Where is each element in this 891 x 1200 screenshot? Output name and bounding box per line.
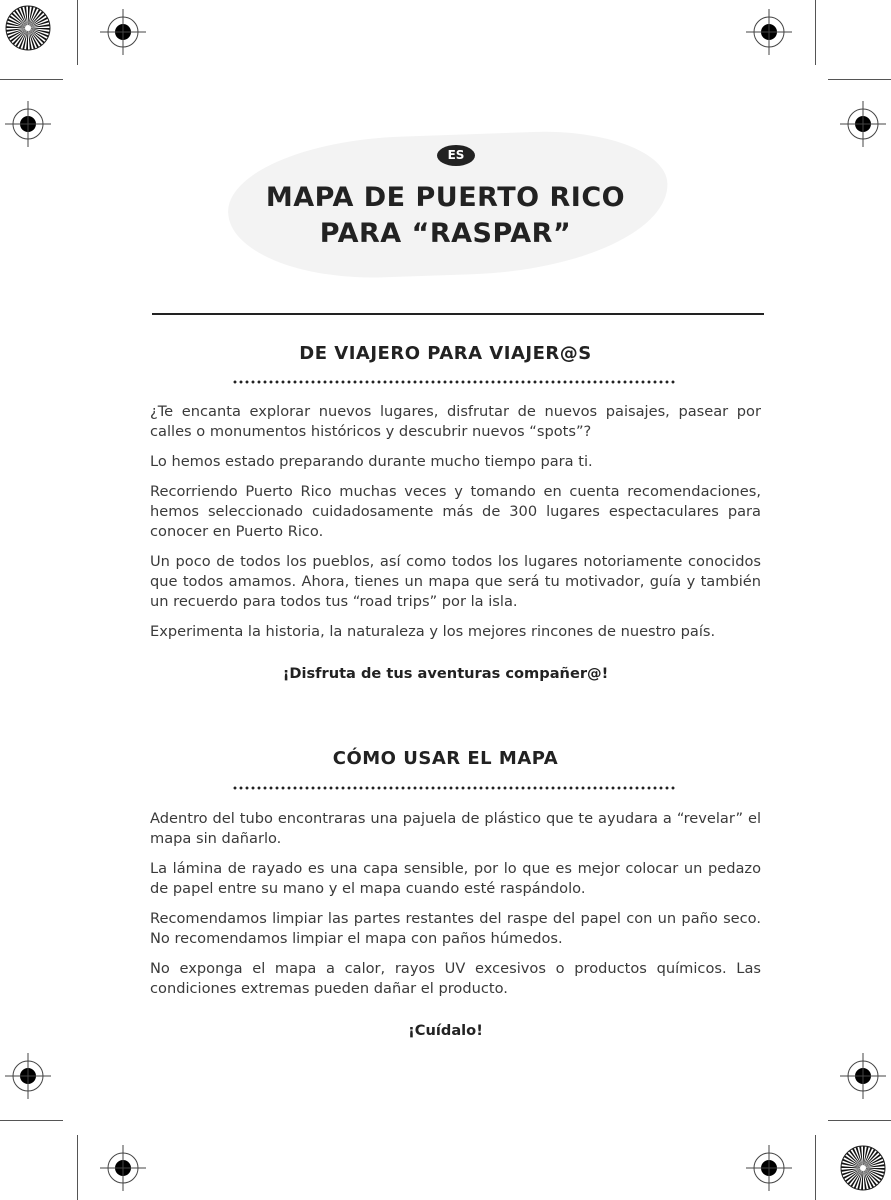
paragraph: Recomendamos limpiar las partes restantes del raspe del papel con un paño seco. No recomendamos limpiar el mapa con paños húmedos. [150,910,761,947]
section-heading: DE VIAJERO PARA VIAJER@S [299,343,592,364]
trim-line [828,1120,891,1121]
title-line-2: PARA “RASPAR” [319,218,572,249]
language-badge: ES [437,145,475,166]
section-body [150,809,761,1009]
closing-line: ¡Disfruta de tus aventuras compañer@! [282,665,609,682]
dotted-divider [232,380,676,384]
crosshair-registration-icon [100,9,146,55]
trim-line [77,1135,78,1200]
paragraph: Adentro del tubo encontraras una pajuela de plástico que te ayudara a “revelar” el mapa sin dañarlo. [150,810,761,847]
trim-line [815,0,816,65]
section-heading: CÓMO USAR EL MAPA [332,748,559,769]
paragraph: Recorriendo Puerto Rico muchas veces y tomando en cuenta recomendaciones, hemos seleccionado cuidadosamente más de 300 lugares espectaculares para conocer en Puerto Rico. [150,483,761,540]
paragraph: No exponga el mapa a calor, rayos UV excesivos o productos químicos. Las condiciones extremas pueden dañar el producto. [150,960,761,997]
paragraph: Lo hemos estado preparando durante mucho tiempo para ti. [150,453,593,470]
paragraph: La lámina de rayado es una capa sensible, por lo que es mejor colocar un pedazo de papel entre su mano y el mapa cuando esté raspándolo. [150,860,761,897]
paragraph: ¿Te encanta explorar nuevos lugares, disfrutar de nuevos paisajes, pasear por calles o monumentos históricos y descubrir nuevos “spots”? [150,403,761,440]
starburst-registration-icon [840,1145,886,1191]
crosshair-registration-icon [5,1053,51,1099]
paragraph: Experimenta la historia, la naturaleza y los mejores rincones de nuestro país. [150,623,716,640]
trim-line [815,1135,816,1200]
trim-line [0,79,63,80]
crosshair-registration-icon [5,101,51,147]
paragraph: Un poco de todos los pueblos, así como todos los lugares notoriamente conocidos que todos amamos. Ahora, tienes un mapa que será tu motivador, guía y también un recuerdo para todos tus “road trips” por la isla. [150,553,761,610]
trim-line [828,79,891,80]
trim-line [77,0,78,65]
section-body [150,402,761,652]
crosshair-registration-icon [840,101,886,147]
crosshair-registration-icon [746,9,792,55]
crosshair-registration-icon [840,1053,886,1099]
starburst-registration-icon [5,5,51,51]
dotted-divider [232,786,676,790]
crosshair-registration-icon [100,1145,146,1191]
crosshair-registration-icon [746,1145,792,1191]
title-line-1: MAPA DE PUERTO RICO [265,182,626,213]
closing-line: ¡Cuídalo! [408,1022,483,1039]
trim-line [0,1120,63,1121]
page-title [0,180,891,252]
divider [152,313,764,315]
